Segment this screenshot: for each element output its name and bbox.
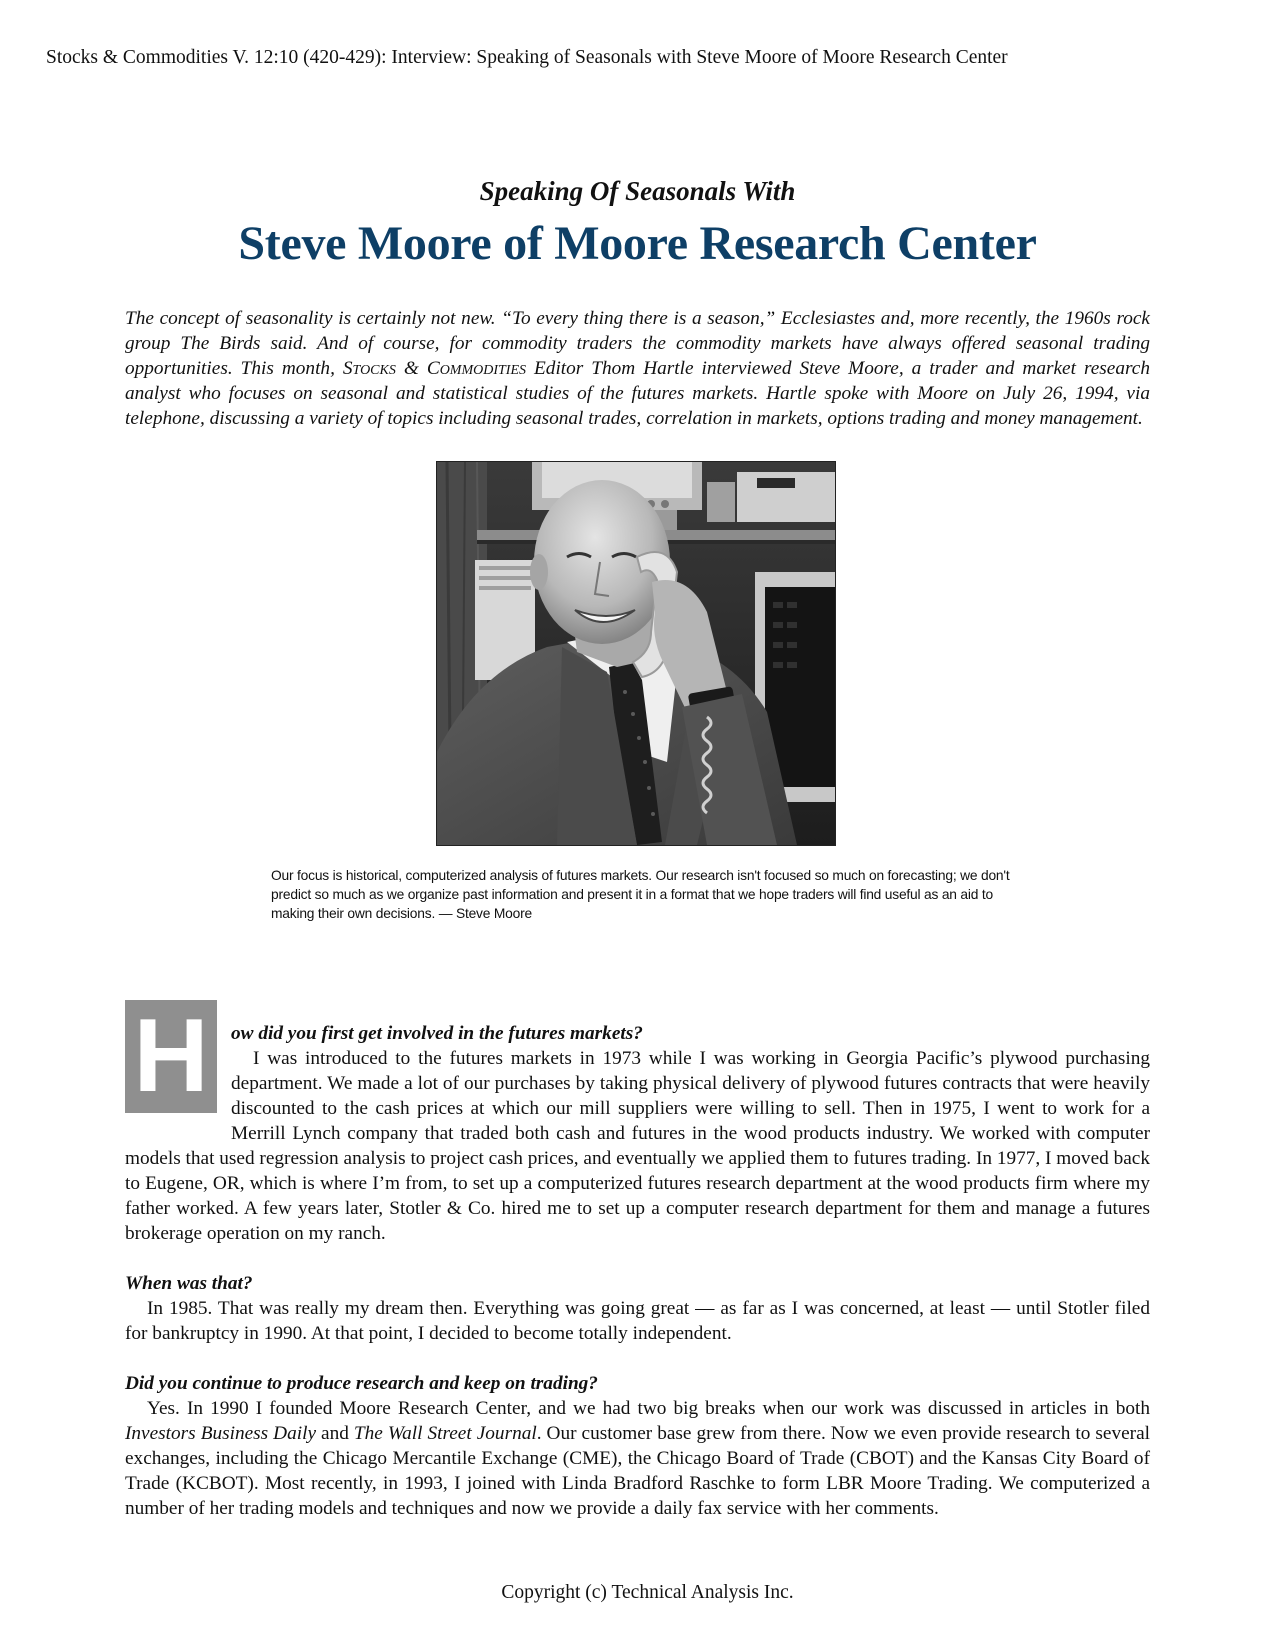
question-2: When was that? [125,1273,253,1294]
answer-1: I was introduced to the futures markets in 1973 while I was working in Georgia Pacific’s plywood purchasing department. We made a lot of our purchases by taking physical delivery of plywood futures contracts that were heavily discounted to the cash prices at which our mill suppliers were willing to sell. Then in 1975, I went to work for a Merrill Lynch company that traded both cash and futures in the wood products industry. We worked with computer models that used regression analysis to project cash prices, and eventually we applied them to futures trading. In 1977, I moved back to Eugene, OR, which is where I’m from, to set up a computerized futures research department at the wood products firm where my father worked. A few years later, Stotler & Co. hired me to set up a computer research department for them and manage a futures brokerage operation on my ranch. [125,1048,1150,1244]
intro-text-1: The concept of seasonality is certainly not new. “To every thing there is a season,” Ecclesiastes and, more recently, the 1960s rock group The Birds said. And of course, for commodity traders the commodity markets have always offered seasonal trading opportunities. This month, [125,308,1150,379]
article-title: Steve Moore of Moore Research Center [238,217,1037,270]
intro-magazine-name: Stocks & Commodities [342,358,527,379]
answer-3-text-4: ), the Chicago Board of Trade ( [611,1448,857,1469]
article-kicker: Speaking Of Seasonals With [479,176,796,206]
answer-3-text-7: Moore Trading. We computerized a number of her trading models and techniques and now we provide a daily fax service with her comments. [125,1473,1151,1519]
article-intro [125,306,1150,431]
drop-cap: H [125,1000,217,1113]
abbr-cbot: CBOT [856,1448,908,1469]
publication-wsj: The Wall Street Journal [353,1423,537,1444]
answer-3-text-3: . Our customer base grew from there. Now we even provide research to several exchanges, including the Chicago Mercantile Exchange ( [125,1423,1150,1469]
intro-text-2: Editor Thom Hartle interviewed Steve Moore, a trader and market research analyst who focuses on seasonal and statistical studies of the futures markets. Hartle spoke with Moore on July 26, 1994, via telephone, discussing a variety of topics including seasonal trades, correlation in markets, options trading and money management. [125,358,1150,429]
question-1: ow did you first get involved in the futures markets? [231,1023,643,1044]
interview-body [125,998,1151,1521]
steve-moore-photo [436,461,836,846]
abbr-kcbot: KCBOT [182,1473,248,1494]
answer-3-text-5: ) and the Kansas City Board of Trade ( [125,1448,1150,1494]
answer-3-text-2: and [316,1423,354,1444]
publication-ibd: Investors Business Daily [125,1423,317,1444]
photo-caption: Our focus is historical, computerized analysis of futures markets. Our research isn't focused so much on forecasting; we don't predict so much as we organize past information and present it in a format that we hope traders will find useful as an aid to making their own decisions. — Steve Moore [271,868,1010,921]
question-3: Did you continue to produce research and keep on trading? [125,1373,598,1394]
answer-3-text-6: ). Most recently, in 1993, I joined with Linda Bradford Raschke to form [247,1473,827,1494]
running-header: Stocks & Commodities V. 12:10 (420-429): Interview: Speaking of Seasonals with Steve Moore of Moore Research Center [46,47,1008,68]
abbr-cme: CME [569,1448,612,1469]
abbr-lbr: LBR [826,1473,864,1494]
copyright-footer: Copyright (c) Technical Analysis Inc. [501,1582,794,1603]
answer-2: In 1985. That was really my dream then. Everything was going great — as far as I was concerned, at least — until Stotler filed for bankruptcy in 1990. At that point, I decided to become totally independent. [125,1298,1150,1344]
answer-3-text-1: Yes. In 1990 I founded Moore Research Center, and we had two big breaks when our work was discussed in articles in both [147,1398,1150,1419]
answer-3 [125,1396,1150,1521]
